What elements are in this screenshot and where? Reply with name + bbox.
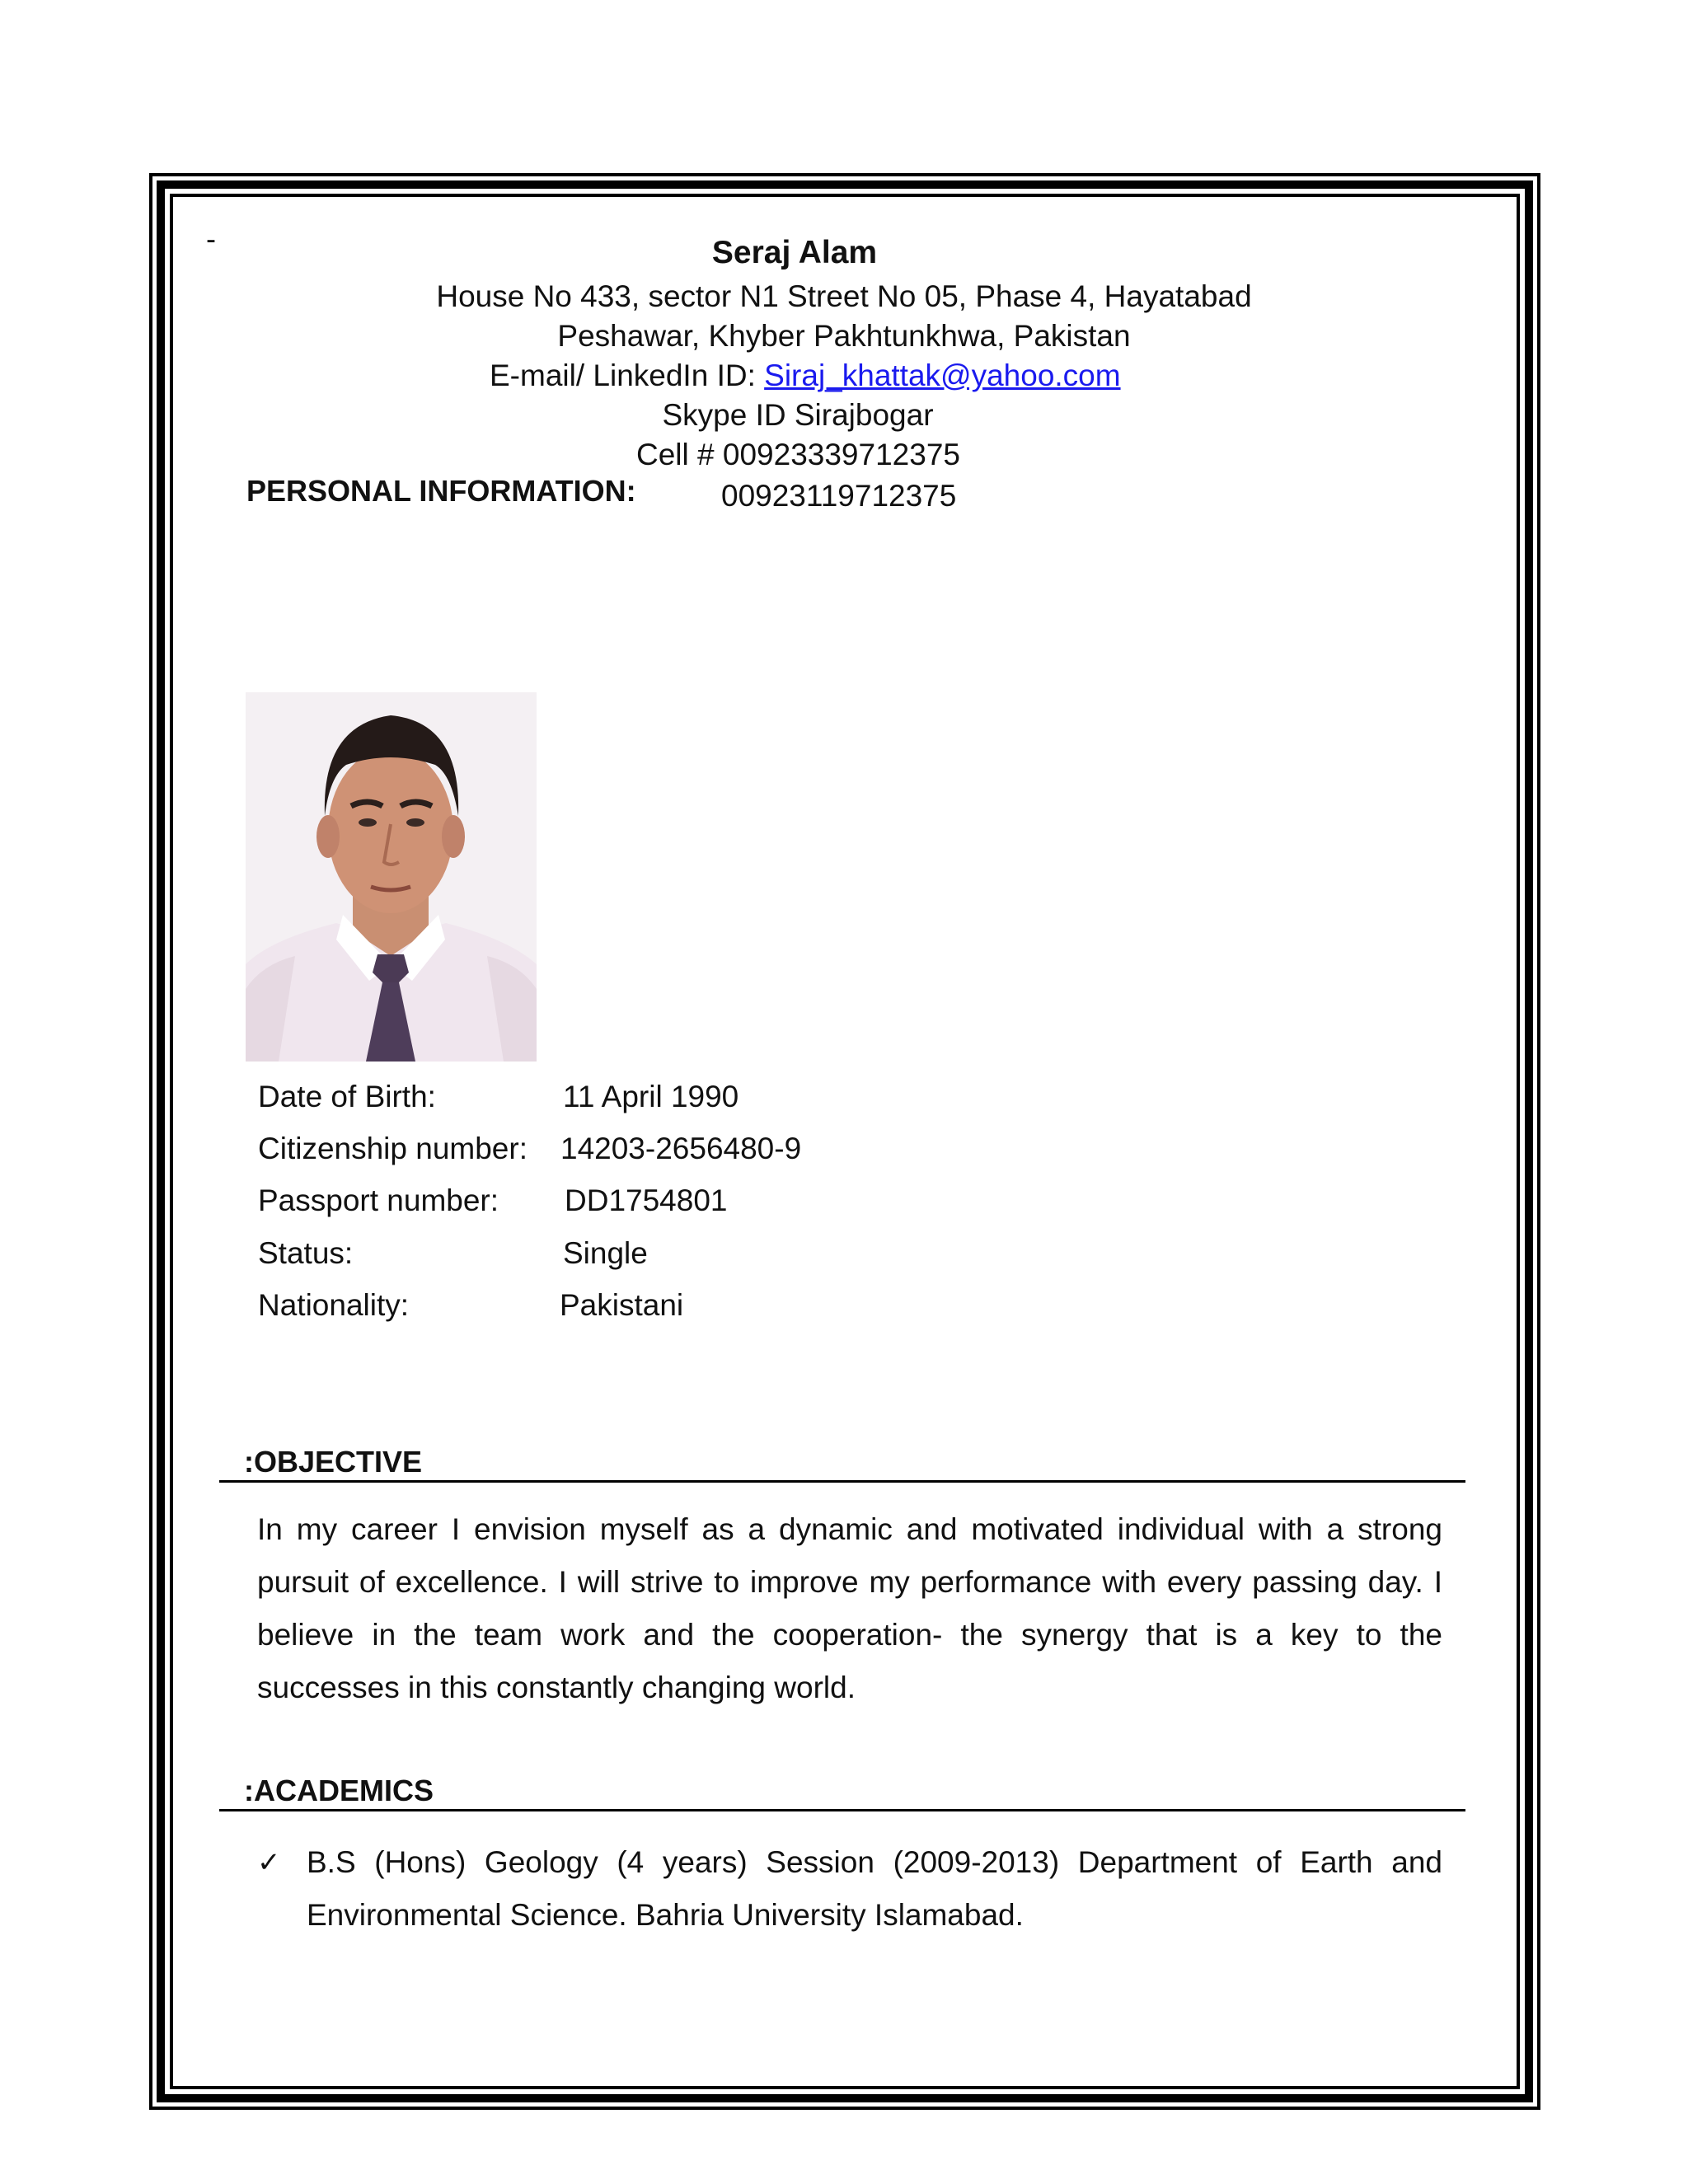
citizenship-label: Citizenship number: xyxy=(258,1132,528,1165)
cell-line xyxy=(636,437,960,473)
list-item xyxy=(257,1836,1442,1942)
dob-label: Date of Birth: xyxy=(258,1080,436,1113)
objective-text: In my career I envision myself as a dynamic and motivated individual with a strong pursuit of excellence. I will strive to improve my performance with every passing day. I believe in the team work and the cooperation- the synergy that is a key to the successes in this constantly changing world. xyxy=(257,1512,1442,1704)
objective-heading: :OBJECTIVE xyxy=(244,1445,423,1479)
email-line xyxy=(490,358,1121,394)
academic-entry: B.S (Hons) Geology (4 years) Session (2009-2013) Department of Earth and Environmental Science. Bahria University Islamabad. xyxy=(307,1845,1442,1932)
cell-label: Cell # xyxy=(636,438,723,471)
academics-rule xyxy=(219,1809,1465,1811)
objective-rule xyxy=(219,1480,1465,1483)
passport-value: DD1754801 xyxy=(565,1183,728,1217)
nationality-label: Nationality: xyxy=(258,1288,410,1322)
profile-photo xyxy=(246,692,537,1062)
cell-primary: 00923339712375 xyxy=(722,438,960,471)
academics-list xyxy=(257,1836,1442,1942)
passport-label: Passport number: xyxy=(258,1183,499,1217)
citizenship-value: 14203-2656480-9 xyxy=(560,1132,802,1165)
address-line-2: Peshawar, Khyber Pakhtunkhwa, Pakistan xyxy=(557,319,1131,353)
academics-heading: :ACADEMICS xyxy=(244,1774,434,1807)
status-label: Status: xyxy=(258,1236,354,1270)
cell-secondary: 00923119712375 xyxy=(721,479,957,513)
skype-id: Skype ID Sirajbogar xyxy=(662,398,934,432)
stray-mark: - xyxy=(206,222,216,255)
status-value: Single xyxy=(563,1236,648,1270)
candidate-name: Seraj Alam xyxy=(711,235,878,270)
address-line-1: House No 433, sector N1 Street No 05, Phase 4, Hayatabad xyxy=(436,279,1252,313)
check-icon: ✓ xyxy=(257,1847,281,1878)
personal-info-heading: PERSONAL INFORMATION: xyxy=(246,474,636,508)
email-link[interactable]: Siraj_khattak@yahoo.com xyxy=(764,359,1121,392)
nationality-value: Pakistani xyxy=(560,1288,684,1322)
email-label: E-mail/ LinkedIn ID: xyxy=(490,359,765,392)
dob-value: 11 April 1990 xyxy=(563,1080,739,1113)
